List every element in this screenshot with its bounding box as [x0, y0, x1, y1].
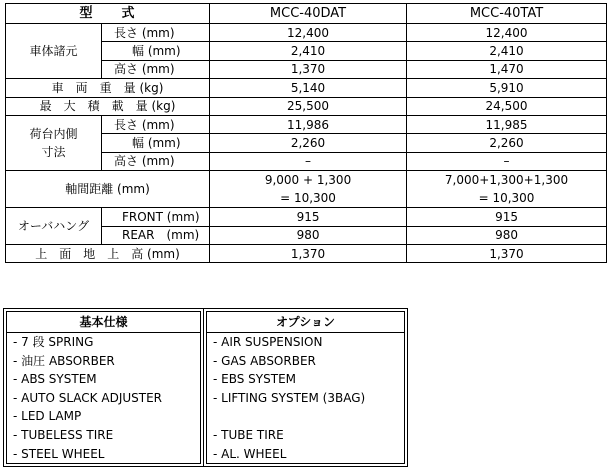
list-item: - 7 段 SPRING [13, 335, 94, 349]
value-cell: 2,410 [210, 42, 407, 60]
list-item: - AUTO SLACK ADJUSTER [13, 390, 163, 405]
value-cell: 5,910 [407, 79, 607, 97]
axle-v2-line1: 7,000+1,300+1,300 [444, 173, 569, 188]
value-cell: 1,470 [407, 60, 607, 78]
body-dims-group-label: 車体諸元 [6, 24, 102, 79]
value-cell: 915 [407, 208, 607, 226]
option-header: オプション [207, 312, 404, 333]
table-row [6, 24, 607, 42]
value-cell: 2,260 [407, 134, 607, 152]
basic-spec-box [6, 311, 201, 464]
option-box [206, 311, 405, 464]
axle-v1-line2: = 10,300 [280, 191, 336, 206]
max-load-label: 最 大 積 載 量 (kg) [6, 97, 210, 115]
list-item: - 油圧 ABSORBER [13, 353, 115, 368]
value-cell: 5,140 [210, 79, 407, 97]
deck-group-line2: 寸法 [41, 145, 66, 160]
row-label: 高さ (mm) [102, 60, 210, 78]
list-item: - LED LAMP [13, 409, 82, 424]
list-item [207, 407, 404, 426]
model2-header: MCC-40TAT [407, 4, 607, 24]
deck-group-label [6, 115, 102, 170]
row-label: 長さ (mm) [102, 24, 210, 42]
axle-label: 軸間距離 (mm) [6, 171, 210, 208]
list-item: - GAS ABSORBER [213, 353, 316, 368]
value-cell: 1,370 [407, 244, 607, 262]
list-item: - STEEL WHEEL [13, 446, 105, 461]
table-row [6, 115, 607, 133]
axle-v2-line2: = 10,300 [478, 191, 535, 206]
value-cell: 980 [407, 226, 607, 244]
row-label: 長さ (mm) [102, 115, 210, 133]
list-item: - AIR SUSPENSION [213, 335, 323, 349]
deck-height-label: 上 面 地 上 高 (mm) [6, 244, 210, 262]
axle-v1-line1: 9,000 + 1,300 [264, 173, 352, 188]
list-item: - EBS SYSTEM [213, 372, 297, 387]
value-cell: 12,400 [407, 24, 607, 42]
row-label: REAR (mm) [102, 226, 210, 244]
overhang-group-label: オーバハング [6, 208, 102, 245]
weight-label: 車 両 重 量 (kg) [6, 79, 210, 97]
option-column [204, 309, 408, 467]
axle-value-2 [407, 171, 607, 208]
table-row [6, 244, 607, 262]
axle-value-1 [210, 171, 407, 208]
features-table [3, 308, 408, 467]
value-cell: – [210, 152, 407, 170]
list-item: - ABS SYSTEM [13, 372, 97, 387]
list-item: - AL. WHEEL [213, 446, 287, 461]
value-cell: 24,500 [407, 97, 607, 115]
value-cell: 1,370 [210, 60, 407, 78]
value-cell: 25,500 [210, 97, 407, 115]
model-header-label: 型 式 [6, 4, 210, 24]
value-cell: – [407, 152, 607, 170]
model1-header: MCC-40DAT [210, 4, 407, 24]
table-row [6, 79, 607, 97]
features-row [4, 309, 408, 467]
deck-group-line1: 荷台内側 [29, 127, 78, 142]
value-cell: 2,410 [407, 42, 607, 60]
table-row [6, 208, 607, 226]
spec-header-row [6, 4, 607, 24]
table-row [6, 171, 607, 208]
spec-table [5, 3, 607, 263]
table-row [6, 97, 607, 115]
list-item: - TUBE TIRE [213, 427, 284, 442]
value-cell: 2,260 [210, 134, 407, 152]
row-label: FRONT (mm) [102, 208, 210, 226]
value-cell: 11,985 [407, 115, 607, 133]
row-label: 幅 (mm) [102, 42, 210, 60]
basic-spec-header: 基本仕様 [7, 312, 200, 333]
value-cell: 980 [210, 226, 407, 244]
row-label: 幅 (mm) [102, 134, 210, 152]
value-cell: 11,986 [210, 115, 407, 133]
list-item: - LIFTING SYSTEM (3BAG) [213, 390, 366, 405]
basic-spec-column [4, 309, 204, 467]
value-cell: 1,370 [210, 244, 407, 262]
value-cell: 12,400 [210, 24, 407, 42]
value-cell: 915 [210, 208, 407, 226]
list-item: - TUBELESS TIRE [13, 427, 114, 442]
row-label: 高さ (mm) [102, 152, 210, 170]
